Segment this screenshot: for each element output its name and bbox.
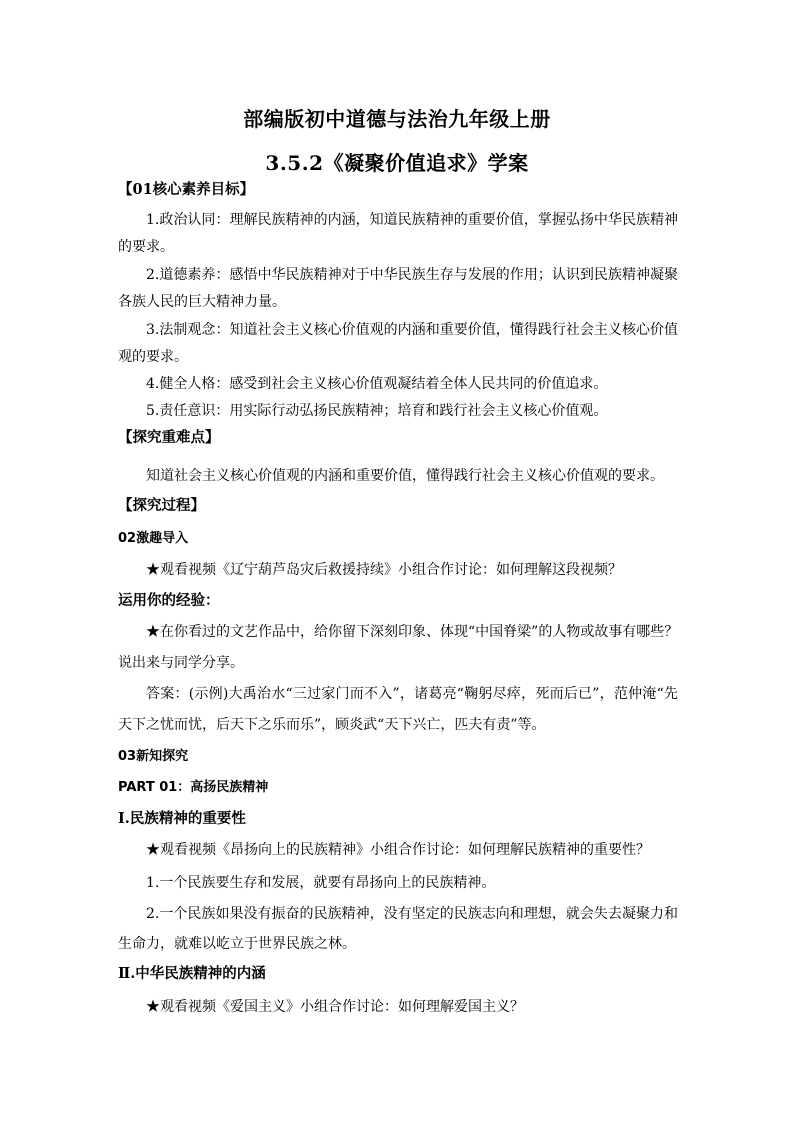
part-heading: PART 01：高扬民族精神	[118, 780, 269, 795]
goal-item-1-cont: 的要求。	[118, 239, 174, 255]
section-2-video-task: ★观看视频《爱国主义》小组合作讨论：如何理解爱国主义？	[146, 999, 524, 1015]
experience-answer: 答案：(示例)大禹治水“三过家门而不入”，诸葛亮“鞠躬尽瘁，死而后已”，范仲淹“先	[146, 686, 678, 702]
goal-item-1: 1.政治认同：理解民族精神的内涵，知道民族精神的重要价值，掌握弘扬中华民族精神	[146, 212, 678, 228]
process-heading: 【探究过程】	[118, 497, 205, 514]
intro-heading: 02激趣导入	[118, 531, 189, 546]
document-title: 部编版初中道德与法治九年级上册	[243, 107, 551, 131]
section-1-point-2: 2.一个民族如果没有振奋的民族精神，没有坚定的民族志向和理想，就会失去凝聚力和	[146, 906, 678, 922]
section-1-point-2-cont: 生命力，就难以屹立于世界民族之林。	[118, 936, 356, 952]
document-subtitle: 3.5.2《凝聚价值追求》学案	[265, 151, 529, 175]
keypoints-heading: 【探究重难点】	[118, 429, 220, 446]
goal-item-5: 5.责任意识：用实际行动弘扬民族精神；培育和践行社会主义核心价值观。	[146, 403, 608, 419]
section-1-video-task: ★观看视频《昂扬向上的民族精神》小组合作讨论：如何理解民族精神的重要性？	[146, 842, 650, 858]
section-2-heading: Ⅱ.中华民族精神的内涵	[118, 965, 266, 982]
goal-item-3: 3.法制观念：知道社会主义核心价值观的内涵和重要价值，懂得践行社会主义核心价值	[146, 322, 678, 338]
section-1-heading: Ⅰ.民族精神的重要性	[118, 810, 246, 827]
experience-question: ★在你看过的文艺作品中，给你留下深刻印象、体现“中国脊梁”的人物或故事有哪些？	[146, 624, 679, 640]
section-1-point-1: 1.一个民族要生存和发展，就要有昂扬向上的民族精神。	[146, 875, 496, 891]
goal-item-2: 2.道德素养：感悟中华民族精神对于中华民族生存与发展的作用；认识到民族精神凝聚	[146, 267, 678, 283]
experience-question-cont: 说出来与同学分享。	[118, 655, 244, 671]
goals-heading: 【01核心素养目标】	[118, 181, 255, 198]
explore-heading: 03新知探究	[118, 749, 189, 764]
intro-video-task: ★观看视频《辽宁葫芦岛灾后救援持续》小组合作讨论：如何理解这段视频？	[146, 562, 622, 578]
experience-answer-cont: 天下之忧而忧，后天下之乐而乐”，顾炎武“天下兴亡，匹夫有责”等。	[118, 717, 546, 733]
experience-heading: 运用你的经验：	[118, 592, 220, 609]
goal-item-2-cont: 各族人民的巨大精神力量。	[118, 294, 286, 310]
keypoints-text: 知道社会主义核心价值观的内涵和重要价值，懂得践行社会主义核心价值观的要求。	[146, 468, 664, 484]
goal-item-3-cont: 观的要求。	[118, 349, 188, 365]
goal-item-4: 4.健全人格：感受到社会主义核心价值观凝结着全体人民共同的价值追求。	[146, 376, 608, 392]
